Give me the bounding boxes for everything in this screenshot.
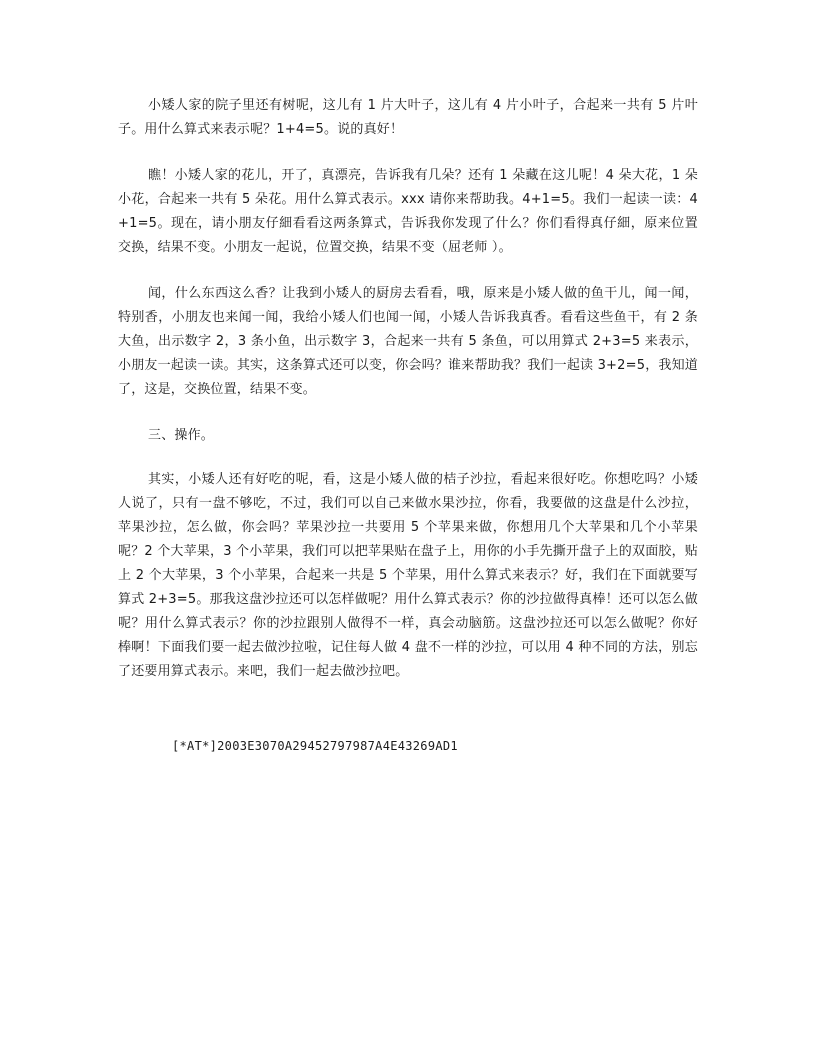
paragraph-leaves: 小矮人家的院子里还有树呢，这儿有 1 片大叶子，这儿有 4 片小叶子，合起来一共有 5 片叶子。用什么算式来表示呢？1+4=5。说的真好！ xyxy=(118,98,698,137)
paragraph-salad: 其实，小矮人还有好吃的呢，看，这是小矮人做的桔子沙拉，看起来很好吃。你想吃吗？小矮人说了，只有一盘不够吃，不过，我们可以自己来做水果沙拉，你看，我要做的这盘是什么沙拉，苹果沙拉，怎么做，你会吗？苹果沙拉一共要用 5 个苹果来做，你想用几个大苹果和几个小苹果呢？2 个大苹果，3 个小苹果，我们可以把苹果贴在盘子上，用你的小手先撕开盘子上的双面胶，贴上 2 个大苹果，3 个小苹果，合起来一共是 5 个苹果，用什么算式来表示？好，我们在下面就要写算式 2+3=5。那我这盘沙拉还可以怎样做呢？用什么算式表示？你的沙拉做得真棒！还可以怎么做呢？用什么算式表示？你的沙拉跟别人做得不一样，真会动脑筋。这盘沙拉还可以怎么做呢？你好棒啊！下面我们要一起去做沙拉啦，记住每人做 4 盘不一样的沙拉，可以用 4 种不同的方法，别忘了还要用算式表示。来吧，我们一起去做沙拉吧。 xyxy=(118,472,699,679)
footer-code: [*AT*]2003E3070A29452797987A4E43269AD1 xyxy=(172,739,458,753)
section-heading-operation: 三、操作。 xyxy=(148,428,215,443)
document-body xyxy=(118,94,698,706)
paragraph-fish: 闻，什么东西这么香？让我到小矮人的厨房去看看，哦，原来是小矮人做的鱼干儿，闻一闻，特别香，小朋友也来闻一闻，我给小矮人们也闻一闻，小矮人告诉我真香。看看这些鱼干，有 2 条大鱼，出示数字 2，3 条小鱼，出示数字 3，合起来一共有 5 条鱼，可以用算式 2+3=5 来表示，小朋友一起读一读。其实，这条算式还可以变，你会吗？谁来帮助我？我们一起读 3+2=5，我知道了，这是，交换位置，结果不变。 xyxy=(118,286,698,397)
paragraph-flowers: 瞧！小矮人家的花儿，开了，真漂亮，告诉我有几朵？还有 1 朵藏在这儿呢！4 朵大花，1 朵小花，合起来一共有 5 朵花。用什么算式表示。xxx 请你来帮助我。4+1=5。我们一起读一读：4+1=5。现在，请小朋友仔細看看这两条算式，告诉我你发现了什么？你们看得真仔細，原来位置交换，结果不变。小朋友一起说，位置交换，结果不变（屈老师 ）。 xyxy=(118,168,698,255)
